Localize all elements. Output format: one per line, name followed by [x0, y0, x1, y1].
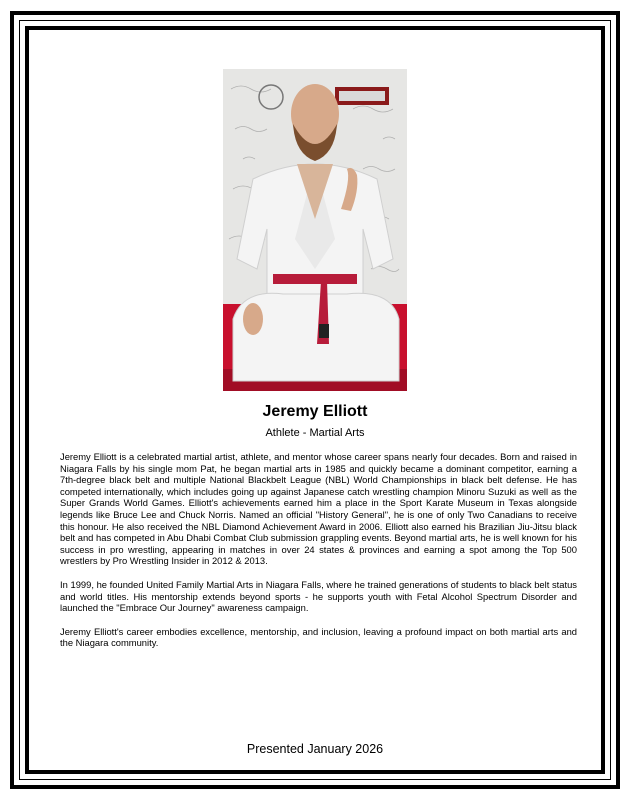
portrait-photo [223, 69, 407, 391]
bio-paragraph-3: Jeremy Elliott's career embodies excellence, mentorship, and inclusion, leaving a profound impact on both martial arts and the Niagara community. [60, 625, 577, 649]
biography [60, 451, 577, 661]
presented-date: Presented January 2026 [246, 742, 384, 756]
bio-paragraph-2: In 1999, he founded United Family Martial Arts in Niagara Falls, where he trained generations of students to black belt status and world titles. His mentorship extends beyond sports - he supports youth with Fetal Alcohol Spectrum Disorder and launched the "Embrace Our Journey" awareness campaign. [60, 578, 577, 614]
honoree-category: Athlete - Martial Arts [265, 427, 365, 439]
bio-paragraph-1: Jeremy Elliott is a celebrated martial artist, athlete, and mentor whose career spans nearly four decades. Born and raised in Niagara Falls by his single mom Pat, he began martial arts in 1985 and quickly became a dominant competitor, earning a 7th-degree black belt and multiple National Blackbelt League (NBL) World Championships in black belt defense. He has competed internationally, which includes going up against Japanese catch wrestling champion Minoru Suzuki as well as the Super Grands World Games. Elliott's achievements earned him a place in the Sport Karate Museum in Texas alongside legends like Bruce Lee and Chuck Norris. Named an official "History General", he is one of only Two Canadians to receive this honour. He also received the NBL Diamond Achievement Award in 2006. Elliott also earned his Brazilian Jiu-Jitsu black belt and has competed in Abu Dhabi Combat Club submission grappling events. Beyond martial arts, he is well known for his success in pro wrestling, appearing in matches in over 24 states & provinces and earning a spot among the Top 500 wrestlers by Pro Wrestling Insider in 2012 & 2013. [60, 451, 577, 567]
honoree-name: Jeremy Elliott [262, 403, 368, 420]
